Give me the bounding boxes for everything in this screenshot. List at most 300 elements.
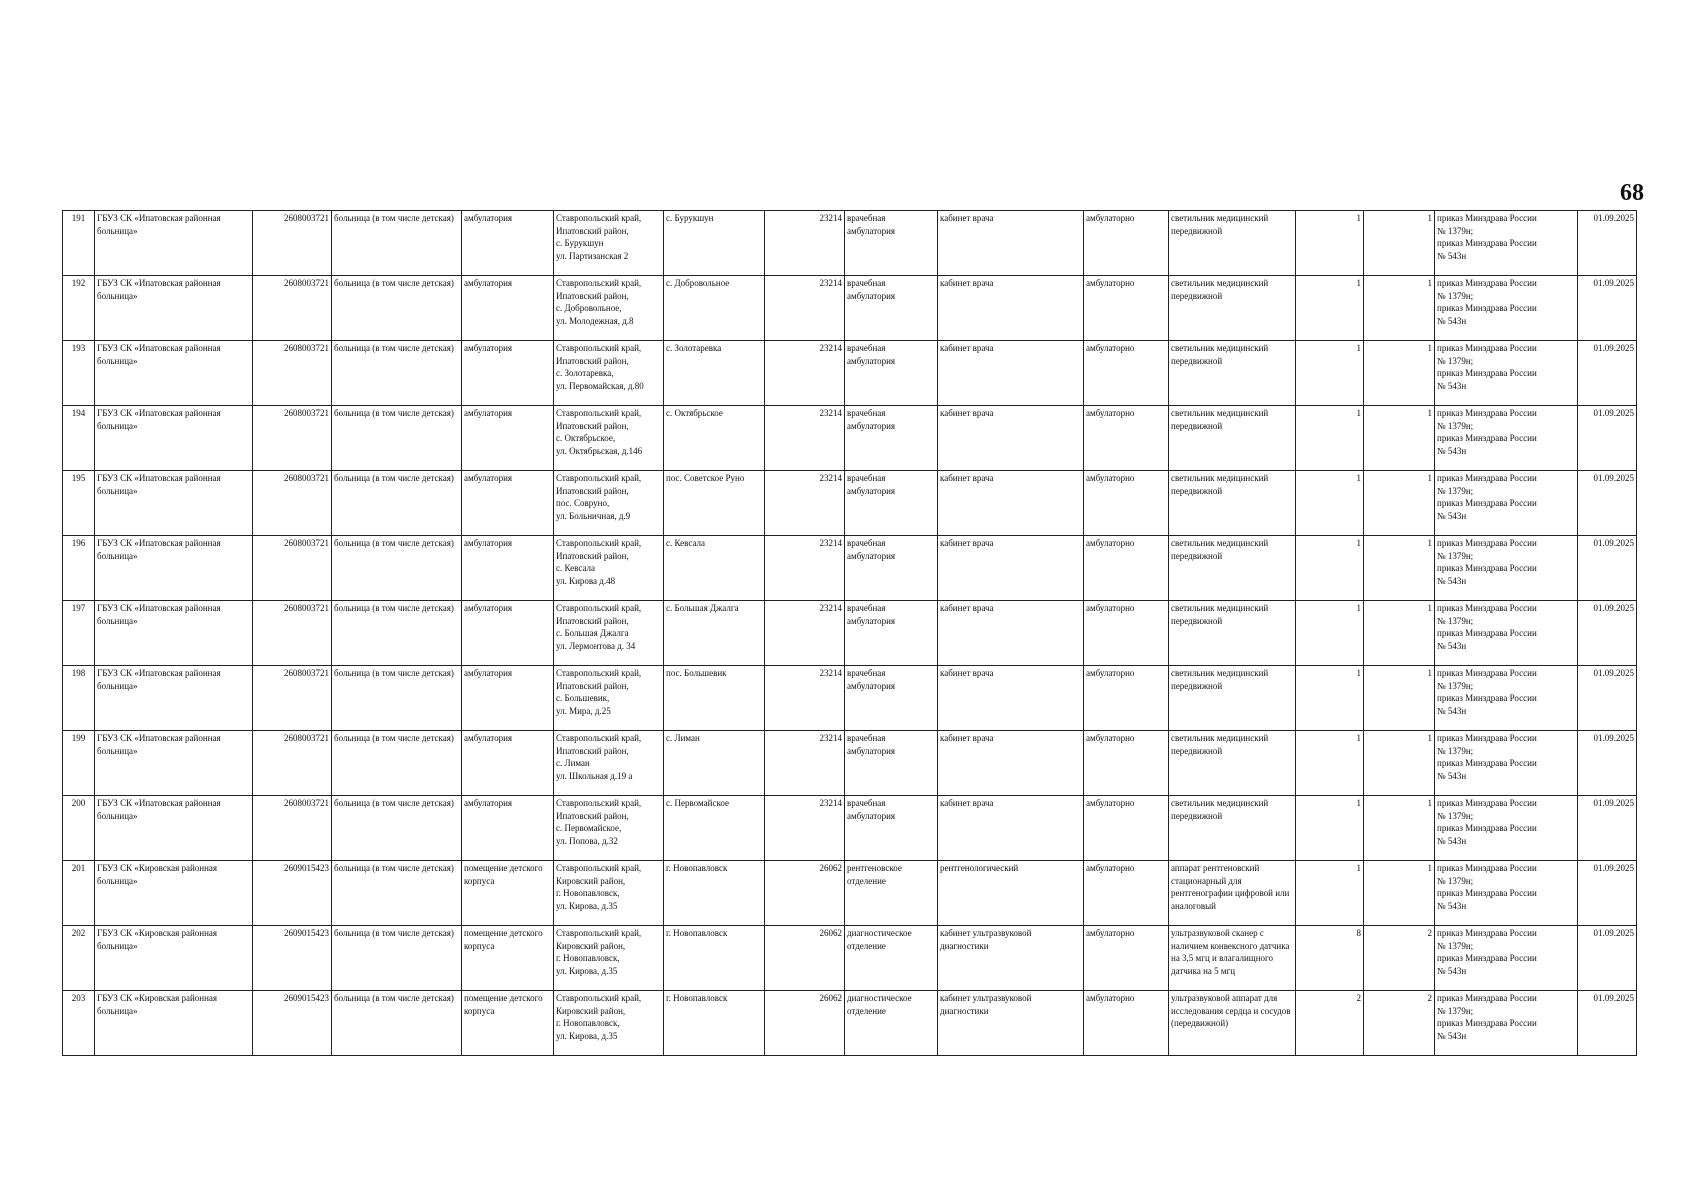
- facility-type-cell: больница (в том числе детская): [332, 471, 462, 536]
- organization-name-cell: ГБУЗ СК «Кировская районная больница»: [95, 926, 253, 991]
- unit-name-cell: амбулатория: [462, 341, 554, 406]
- row-number-cell: 191: [63, 211, 95, 276]
- equipment-cell: светильник медицинский передвижной: [1169, 666, 1296, 731]
- locality-cell: с. Бурукшун: [664, 211, 765, 276]
- quantity-required-cell: 1: [1296, 536, 1364, 601]
- address-cell: [554, 731, 664, 796]
- regulation-order-line: приказ Минздрава России: [1437, 668, 1537, 678]
- quantity-available-cell: 1: [1364, 861, 1435, 926]
- room-cell: кабинет врача: [938, 211, 1084, 276]
- address-line: Кировский район,: [556, 875, 626, 886]
- organization-name-cell: ГБУЗ СК «Ипатовская районная больница»: [95, 406, 253, 471]
- care-mode-cell: амбулаторно: [1084, 536, 1169, 601]
- care-mode-cell: амбулаторно: [1084, 666, 1169, 731]
- regulation-order-line: приказ Минздрава России: [1437, 368, 1537, 378]
- address-line: Ипатовский район,: [556, 615, 629, 626]
- row-number-cell: 201: [63, 861, 95, 926]
- address-line: Ипатовский район,: [556, 745, 629, 756]
- address-line: Ставропольский край,: [556, 668, 642, 678]
- address-cell: [554, 926, 664, 991]
- facility-type-cell: больница (в том числе детская): [332, 341, 462, 406]
- regulation-order-line: приказ Минздрава России: [1437, 628, 1537, 638]
- organization-name-cell: ГБУЗ СК «Ипатовская районная больница»: [95, 601, 253, 666]
- inn-code-cell: 2609015423: [253, 926, 332, 991]
- regulation-order-line: № 543н: [1437, 380, 1467, 391]
- regulation-order-cell: [1435, 406, 1578, 471]
- address-line: Ставропольский край,: [556, 863, 642, 873]
- facility-type-cell: больница (в том числе детская): [332, 666, 462, 731]
- regulation-order-line: № 543н: [1437, 445, 1467, 456]
- regulation-order-line: приказ Минздрава России: [1437, 538, 1537, 548]
- quantity-required-cell: 8: [1296, 926, 1364, 991]
- locality-code-cell: 23214: [765, 211, 845, 276]
- regulation-order-line: приказ Минздрава России: [1437, 823, 1537, 833]
- row-number-cell: 194: [63, 406, 95, 471]
- address-line: Ставропольский край,: [556, 278, 642, 288]
- department-cell: врачебная амбулатория: [845, 536, 938, 601]
- regulation-order-cell: [1435, 861, 1578, 926]
- address-line: ул. Больничная, д.9: [556, 510, 631, 521]
- room-cell: кабинет врача: [938, 471, 1084, 536]
- regulation-order-cell: [1435, 601, 1578, 666]
- regulation-order-cell: [1435, 536, 1578, 601]
- organization-name-cell: ГБУЗ СК «Ипатовская районная больница»: [95, 536, 253, 601]
- regulation-order-line: приказ Минздрава России: [1437, 928, 1537, 938]
- locality-code-cell: 26062: [765, 926, 845, 991]
- organization-name-cell: ГБУЗ СК «Ипатовская районная больница»: [95, 796, 253, 861]
- inn-code-cell: 2609015423: [253, 991, 332, 1056]
- unit-name-cell: амбулатория: [462, 601, 554, 666]
- department-cell: врачебная амбулатория: [845, 471, 938, 536]
- row-number-cell: 196: [63, 536, 95, 601]
- locality-code-cell: 26062: [765, 861, 845, 926]
- address-line: пос. Совруно,: [556, 498, 610, 508]
- regulation-order-line: приказ Минздрава России: [1437, 238, 1537, 248]
- organization-name-cell: ГБУЗ СК «Ипатовская районная больница»: [95, 731, 253, 796]
- address-line: Ставропольский край,: [556, 408, 642, 418]
- facility-type-cell: больница (в том числе детская): [332, 276, 462, 341]
- equipment-cell: светильник медицинский передвижной: [1169, 406, 1296, 471]
- quantity-required-cell: 1: [1296, 861, 1364, 926]
- regulation-order-line: № 1379н;: [1437, 875, 1474, 886]
- locality-cell: г. Новопавловск: [664, 991, 765, 1056]
- regulation-order-line: приказ Минздрава России: [1437, 993, 1537, 1003]
- regulation-order-line: № 1379н;: [1437, 485, 1474, 496]
- locality-cell: с. Лиман: [664, 731, 765, 796]
- quantity-required-cell: 2: [1296, 991, 1364, 1056]
- address-line: с. Большевик,: [556, 693, 610, 703]
- unit-name-cell: помещение детского корпуса: [462, 926, 554, 991]
- department-cell: врачебная амбулатория: [845, 211, 938, 276]
- address-line: г. Новопавловск,: [556, 888, 620, 898]
- row-number-cell: 192: [63, 276, 95, 341]
- address-cell: [554, 341, 664, 406]
- address-line: Ипатовский район,: [556, 550, 629, 561]
- regulation-order-line: приказ Минздрава России: [1437, 603, 1537, 613]
- deadline-date-cell: 01.09.2025: [1578, 601, 1637, 666]
- address-cell: [554, 406, 664, 471]
- regulation-order-line: № 543н: [1437, 575, 1467, 586]
- care-mode-cell: амбулаторно: [1084, 991, 1169, 1056]
- regulation-order-line: приказ Минздрава России: [1437, 563, 1537, 573]
- room-cell: кабинет врача: [938, 406, 1084, 471]
- address-line: Ипатовский район,: [556, 355, 629, 366]
- regulation-order-line: приказ Минздрава России: [1437, 303, 1537, 313]
- quantity-available-cell: 1: [1364, 341, 1435, 406]
- address-line: Ставропольский край,: [556, 993, 642, 1003]
- address-line: ул. Попова, д.32: [556, 835, 618, 846]
- care-mode-cell: амбулаторно: [1084, 211, 1169, 276]
- regulation-order-cell: [1435, 211, 1578, 276]
- unit-name-cell: помещение детского корпуса: [462, 991, 554, 1056]
- equipment-cell: светильник медицинский передвижной: [1169, 276, 1296, 341]
- table-row: [63, 601, 1637, 666]
- quantity-available-cell: 1: [1364, 406, 1435, 471]
- regulation-order-line: № 543н: [1437, 315, 1467, 326]
- address-line: ул. Мира, д.25: [556, 705, 611, 716]
- facility-type-cell: больница (в том числе детская): [332, 406, 462, 471]
- address-line: ул. Кирова д.48: [556, 575, 616, 586]
- address-line: ул. Молодежная, д.8: [556, 315, 634, 326]
- regulation-order-line: приказ Минздрава России: [1437, 213, 1537, 223]
- quantity-available-cell: 2: [1364, 991, 1435, 1056]
- organization-name-cell: ГБУЗ СК «Ипатовская районная больница»: [95, 276, 253, 341]
- address-line: с. Большая Джалга: [556, 628, 629, 638]
- regulation-order-line: приказ Минздрава России: [1437, 888, 1537, 898]
- row-number-cell: 198: [63, 666, 95, 731]
- regulation-order-line: № 1379н;: [1437, 290, 1474, 301]
- room-cell: кабинет ультразвуковой диагностики: [938, 926, 1084, 991]
- care-mode-cell: амбулаторно: [1084, 861, 1169, 926]
- care-mode-cell: амбулаторно: [1084, 406, 1169, 471]
- regulation-order-line: № 1379н;: [1437, 810, 1474, 821]
- room-cell: кабинет врача: [938, 796, 1084, 861]
- unit-name-cell: амбулатория: [462, 666, 554, 731]
- address-line: с. Первомайское,: [556, 823, 622, 833]
- equipment-cell: светильник медицинский передвижной: [1169, 731, 1296, 796]
- regulation-order-line: № 543н: [1437, 510, 1467, 521]
- row-number-cell: 203: [63, 991, 95, 1056]
- deadline-date-cell: 01.09.2025: [1578, 471, 1637, 536]
- address-line: Ипатовский район,: [556, 290, 629, 301]
- row-number-cell: 195: [63, 471, 95, 536]
- regulation-order-cell: [1435, 796, 1578, 861]
- regulation-order-line: № 1379н;: [1437, 550, 1474, 561]
- locality-cell: пос. Советское Руно: [664, 471, 765, 536]
- department-cell: диагностическое отделение: [845, 926, 938, 991]
- locality-code-cell: 23214: [765, 666, 845, 731]
- table-row: [63, 276, 1637, 341]
- inn-code-cell: 2608003721: [253, 276, 332, 341]
- table-row: [63, 991, 1637, 1056]
- regulation-order-line: приказ Минздрава России: [1437, 863, 1537, 873]
- regulation-order-cell: [1435, 341, 1578, 406]
- regulation-order-line: приказ Минздрава России: [1437, 498, 1537, 508]
- regulation-order-line: приказ Минздрава России: [1437, 278, 1537, 288]
- department-cell: рентгеновское отделение: [845, 861, 938, 926]
- table-row: [63, 211, 1637, 276]
- room-cell: кабинет врача: [938, 536, 1084, 601]
- locality-code-cell: 23214: [765, 471, 845, 536]
- address-cell: [554, 471, 664, 536]
- inn-code-cell: 2608003721: [253, 536, 332, 601]
- deadline-date-cell: 01.09.2025: [1578, 536, 1637, 601]
- regulation-order-line: приказ Минздрава России: [1437, 343, 1537, 353]
- organization-name-cell: ГБУЗ СК «Ипатовская районная больница»: [95, 666, 253, 731]
- regulation-order-cell: [1435, 926, 1578, 991]
- address-line: Ставропольский край,: [556, 343, 642, 353]
- locality-code-cell: 23214: [765, 276, 845, 341]
- room-cell: кабинет врача: [938, 276, 1084, 341]
- deadline-date-cell: 01.09.2025: [1578, 276, 1637, 341]
- regulation-order-line: № 543н: [1437, 835, 1467, 846]
- department-cell: врачебная амбулатория: [845, 341, 938, 406]
- care-mode-cell: амбулаторно: [1084, 276, 1169, 341]
- address-line: г. Новопавловск,: [556, 1018, 620, 1028]
- quantity-required-cell: 1: [1296, 341, 1364, 406]
- department-cell: врачебная амбулатория: [845, 601, 938, 666]
- address-line: с. Кевсала: [556, 563, 596, 573]
- deadline-date-cell: 01.09.2025: [1578, 406, 1637, 471]
- address-line: Ставропольский край,: [556, 928, 642, 938]
- quantity-available-cell: 1: [1364, 471, 1435, 536]
- equipment-cell: ультразвуковой аппарат для исследования сердца и сосудов (передвижной): [1169, 991, 1296, 1056]
- table-row: [63, 341, 1637, 406]
- table-row: [63, 861, 1637, 926]
- room-cell: рентгенологический: [938, 861, 1084, 926]
- address-line: с. Лиман: [556, 758, 590, 768]
- address-cell: [554, 276, 664, 341]
- quantity-required-cell: 1: [1296, 471, 1364, 536]
- locality-code-cell: 23214: [765, 536, 845, 601]
- locality-code-cell: 23214: [765, 406, 845, 471]
- equipment-cell: светильник медицинский передвижной: [1169, 471, 1296, 536]
- row-number-cell: 193: [63, 341, 95, 406]
- locality-code-cell: 23214: [765, 601, 845, 666]
- deadline-date-cell: 01.09.2025: [1578, 731, 1637, 796]
- regulation-order-line: № 543н: [1437, 1030, 1467, 1041]
- regulation-order-cell: [1435, 991, 1578, 1056]
- quantity-available-cell: 2: [1364, 926, 1435, 991]
- address-line: ул. Кирова, д.35: [556, 900, 618, 911]
- regulation-order-line: № 1379н;: [1437, 615, 1474, 626]
- unit-name-cell: амбулатория: [462, 406, 554, 471]
- equipment-cell: светильник медицинский передвижной: [1169, 796, 1296, 861]
- address-line: Ставропольский край,: [556, 538, 642, 548]
- organization-name-cell: ГБУЗ СК «Ипатовская районная больница»: [95, 471, 253, 536]
- locality-cell: с. Первомайское: [664, 796, 765, 861]
- unit-name-cell: помещение детского корпуса: [462, 861, 554, 926]
- unit-name-cell: амбулатория: [462, 211, 554, 276]
- locality-cell: г. Новопавловск: [664, 861, 765, 926]
- regulation-order-line: приказ Минздрава России: [1437, 433, 1537, 443]
- regulation-order-line: № 543н: [1437, 900, 1467, 911]
- address-cell: [554, 666, 664, 731]
- department-cell: врачебная амбулатория: [845, 666, 938, 731]
- regulation-order-line: № 1379н;: [1437, 745, 1474, 756]
- care-mode-cell: амбулаторно: [1084, 796, 1169, 861]
- address-cell: [554, 796, 664, 861]
- address-line: с. Добровольное,: [556, 303, 622, 313]
- regulation-order-line: приказ Минздрава России: [1437, 758, 1537, 768]
- quantity-required-cell: 1: [1296, 406, 1364, 471]
- inn-code-cell: 2608003721: [253, 796, 332, 861]
- deadline-date-cell: 01.09.2025: [1578, 926, 1637, 991]
- organization-name-cell: ГБУЗ СК «Кировская районная больница»: [95, 861, 253, 926]
- care-mode-cell: амбулаторно: [1084, 926, 1169, 991]
- regulation-order-line: приказ Минздрава России: [1437, 953, 1537, 963]
- regulation-order-line: № 1379н;: [1437, 420, 1474, 431]
- quantity-available-cell: 1: [1364, 601, 1435, 666]
- address-line: с. Бурукшун: [556, 238, 604, 248]
- address-line: Ипатовский район,: [556, 810, 629, 821]
- inn-code-cell: 2609015423: [253, 861, 332, 926]
- quantity-available-cell: 1: [1364, 796, 1435, 861]
- regulation-order-cell: [1435, 276, 1578, 341]
- address-line: с. Октябрьское,: [556, 433, 616, 443]
- address-cell: [554, 861, 664, 926]
- table-row: [63, 536, 1637, 601]
- facility-type-cell: больница (в том числе детская): [332, 926, 462, 991]
- room-cell: кабинет врача: [938, 341, 1084, 406]
- address-line: г. Новопавловск,: [556, 953, 620, 963]
- regulation-order-cell: [1435, 666, 1578, 731]
- locality-cell: г. Новопавловск: [664, 926, 765, 991]
- equipment-cell: светильник медицинский передвижной: [1169, 211, 1296, 276]
- facility-type-cell: больница (в том числе детская): [332, 731, 462, 796]
- locality-cell: с. Большая Джалга: [664, 601, 765, 666]
- quantity-required-cell: 1: [1296, 731, 1364, 796]
- department-cell: врачебная амбулатория: [845, 406, 938, 471]
- address-line: Ипатовский район,: [556, 680, 629, 691]
- regulation-order-line: № 1379н;: [1437, 680, 1474, 691]
- care-mode-cell: амбулаторно: [1084, 341, 1169, 406]
- locality-code-cell: 26062: [765, 991, 845, 1056]
- address-line: ул. Школьная д.19 а: [556, 770, 633, 781]
- inn-code-cell: 2608003721: [253, 211, 332, 276]
- quantity-required-cell: 1: [1296, 666, 1364, 731]
- address-line: с. Золотаревка,: [556, 368, 614, 378]
- facility-type-cell: больница (в том числе детская): [332, 796, 462, 861]
- quantity-available-cell: 1: [1364, 536, 1435, 601]
- address-line: ул. Октябрьская, д.146: [556, 445, 643, 456]
- department-cell: врачебная амбулатория: [845, 796, 938, 861]
- address-line: Ипатовский район,: [556, 225, 629, 236]
- equipment-cell: светильник медицинский передвижной: [1169, 536, 1296, 601]
- inn-code-cell: 2608003721: [253, 731, 332, 796]
- table-row: [63, 926, 1637, 991]
- regulation-order-cell: [1435, 471, 1578, 536]
- regulation-order-line: № 543н: [1437, 640, 1467, 651]
- address-line: Кировский район,: [556, 940, 626, 951]
- unit-name-cell: амбулатория: [462, 536, 554, 601]
- room-cell: кабинет врача: [938, 666, 1084, 731]
- organization-name-cell: ГБУЗ СК «Кировская районная больница»: [95, 991, 253, 1056]
- locality-code-cell: 23214: [765, 341, 845, 406]
- address-line: Ставропольский край,: [556, 733, 642, 743]
- organization-name-cell: ГБУЗ СК «Ипатовская районная больница»: [95, 341, 253, 406]
- address-line: ул. Кирова, д.35: [556, 1030, 618, 1041]
- room-cell: кабинет врача: [938, 601, 1084, 666]
- table-row: [63, 406, 1637, 471]
- regulation-order-line: № 1379н;: [1437, 355, 1474, 366]
- equipment-cell: светильник медицинский передвижной: [1169, 601, 1296, 666]
- row-number-cell: 199: [63, 731, 95, 796]
- unit-name-cell: амбулатория: [462, 796, 554, 861]
- facility-type-cell: больница (в том числе детская): [332, 601, 462, 666]
- unit-name-cell: амбулатория: [462, 731, 554, 796]
- deadline-date-cell: 01.09.2025: [1578, 211, 1637, 276]
- address-cell: [554, 991, 664, 1056]
- regulation-order-line: № 543н: [1437, 705, 1467, 716]
- locality-cell: с. Кевсала: [664, 536, 765, 601]
- address-cell: [554, 601, 664, 666]
- table-body: [63, 211, 1637, 1056]
- organization-name-cell: ГБУЗ СК «Ипатовская районная больница»: [95, 211, 253, 276]
- care-mode-cell: амбулаторно: [1084, 731, 1169, 796]
- department-cell: врачебная амбулатория: [845, 731, 938, 796]
- deadline-date-cell: 01.09.2025: [1578, 796, 1637, 861]
- regulation-order-line: приказ Минздрава России: [1437, 733, 1537, 743]
- regulation-order-line: № 1379н;: [1437, 1005, 1474, 1016]
- inn-code-cell: 2608003721: [253, 601, 332, 666]
- equipment-cell: ультразвуковой сканер с наличием конвексного датчика на 3,5 мгц и влагалищного датчика на 5 мгц: [1169, 926, 1296, 991]
- quantity-available-cell: 1: [1364, 276, 1435, 341]
- table-row: [63, 796, 1637, 861]
- deadline-date-cell: 01.09.2025: [1578, 341, 1637, 406]
- page-number: 68: [1620, 180, 1644, 206]
- equipment-cell: светильник медицинский передвижной: [1169, 341, 1296, 406]
- row-number-cell: 200: [63, 796, 95, 861]
- table-row: [63, 471, 1637, 536]
- address-line: ул. Первомайская, д.80: [556, 380, 644, 391]
- quantity-available-cell: 1: [1364, 211, 1435, 276]
- equipment-cell: аппарат рентгеновский стационарный для рентгенографии цифровой или аналоговый: [1169, 861, 1296, 926]
- locality-cell: с. Октябрьское: [664, 406, 765, 471]
- deadline-date-cell: 01.09.2025: [1578, 861, 1637, 926]
- inn-code-cell: 2608003721: [253, 341, 332, 406]
- room-cell: кабинет ультразвуковой диагностики: [938, 991, 1084, 1056]
- department-cell: врачебная амбулатория: [845, 276, 938, 341]
- quantity-required-cell: 1: [1296, 211, 1364, 276]
- address-line: Ставропольский край,: [556, 213, 642, 223]
- regulation-order-line: приказ Минздрава России: [1437, 408, 1537, 418]
- address-cell: [554, 536, 664, 601]
- regulation-order-line: приказ Минздрава России: [1437, 1018, 1537, 1028]
- unit-name-cell: амбулатория: [462, 276, 554, 341]
- regulation-order-line: № 1379н;: [1437, 940, 1474, 951]
- care-mode-cell: амбулаторно: [1084, 471, 1169, 536]
- address-line: Ипатовский район,: [556, 485, 629, 496]
- address-line: Кировский район,: [556, 1005, 626, 1016]
- locality-code-cell: 23214: [765, 731, 845, 796]
- inn-code-cell: 2608003721: [253, 406, 332, 471]
- facility-type-cell: больница (в том числе детская): [332, 536, 462, 601]
- quantity-available-cell: 1: [1364, 731, 1435, 796]
- room-cell: кабинет врача: [938, 731, 1084, 796]
- inn-code-cell: 2608003721: [253, 666, 332, 731]
- address-cell: [554, 211, 664, 276]
- row-number-cell: 202: [63, 926, 95, 991]
- quantity-required-cell: 1: [1296, 601, 1364, 666]
- address-line: Ставропольский край,: [556, 798, 642, 808]
- quantity-required-cell: 1: [1296, 796, 1364, 861]
- regulation-order-cell: [1435, 731, 1578, 796]
- locality-cell: с. Золотаревка: [664, 341, 765, 406]
- locality-cell: с. Добровольное: [664, 276, 765, 341]
- regulation-order-line: № 1379н;: [1437, 225, 1474, 236]
- regulation-order-line: приказ Минздрава России: [1437, 693, 1537, 703]
